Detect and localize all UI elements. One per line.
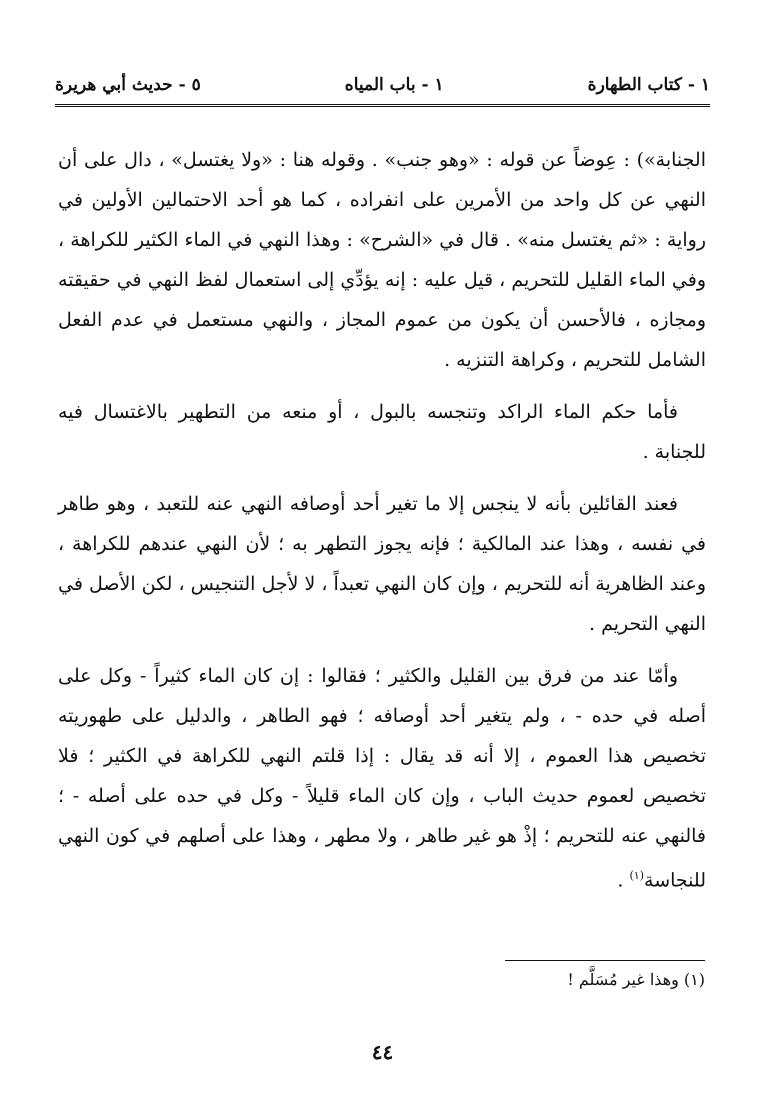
paragraph-4-end: .: [617, 869, 630, 892]
paragraph-4-text: وأمّا عند من فرق بين القليل والكثير ؛ فقالوا : إن كان الماء كثيراً - وكل على أصله في حده - ، ولم يتغير أحد أوصافه ؛ فهو الطاهر ، والدليل على طهوريته تخصيص هذا العموم ، إلا أنه قد يقال : إذا قلتم النهي للكراهة في الكثير ؛ فلا تخصيص لعموم حديث الباب ، وإن كان الماء قليلاً - وكل في حده على أصله - ؛ فالنهي عنه للتحريم ؛ إذْ هو غير طاهر ، ولا مطهر ، وهذا على أصلهم في كون النهي للنجاسة: [58, 665, 706, 892]
paragraph-3: فعند القائلين بأنه لا ينجس إلا ما تغير أحد أوصافه النهي عنه للتعبد ، وهو طاهر في نفسه ، وهذا عند المالكية ؛ فإنه يجوز التطهر به ؛ لأن النهي عندهم للكراهة ، وعند الظاهرية أنه للتحريم ، وإن كان النهي تعبداً ، لا لأجل التنجيس ، لكن الأصل في النهي التحريم .: [58, 493, 706, 635]
footnote: (١) وهذا غير مُسَلَّم !: [567, 970, 705, 989]
header-book-title: ١ - كتاب الطهارة: [587, 75, 710, 95]
footnote-divider: [505, 960, 705, 961]
paragraph-4: [58, 656, 706, 900]
header-hadith-title: ٥ - حديث أبي هريرة: [55, 75, 201, 95]
header-chapter-title: ١ - باب المياه: [344, 75, 444, 95]
page-number: ٤٤: [371, 1040, 394, 1064]
main-text: [58, 140, 706, 912]
header-divider: [55, 104, 710, 107]
running-header: [55, 70, 710, 100]
paragraph-1: الجنابة») : عِوضاً عن قوله : «وهو جنب» . وقوله هنا : «ولا يغتسل» ، دال على أن النهي عن كل واحد من الأمرين على انفراده ، كما هو أحد الاحتمالين الأولين في رواية : «ثم يغتسل منه» . قال في «الشرح» : وهذا النهي في الماء الكثير للكراهة ، وفي الماء القليل للتحريم ، قيل عليه : إنه يؤدِّي إلى استعمال لفظ النهي في حقيقته ومجازه ، فالأحسن أن يكون من عموم المجاز ، والنهي مستعمل في عدم الفعل الشامل للتحريم ، وكراهة التنزيه .: [58, 149, 706, 371]
footnote-marker: (١): [629, 869, 645, 882]
paragraph-2: فأما حكم الماء الراكد وتنجسه بالبول ، أو منعه من التطهير بالاغتسال فيه للجنابة .: [58, 401, 706, 463]
